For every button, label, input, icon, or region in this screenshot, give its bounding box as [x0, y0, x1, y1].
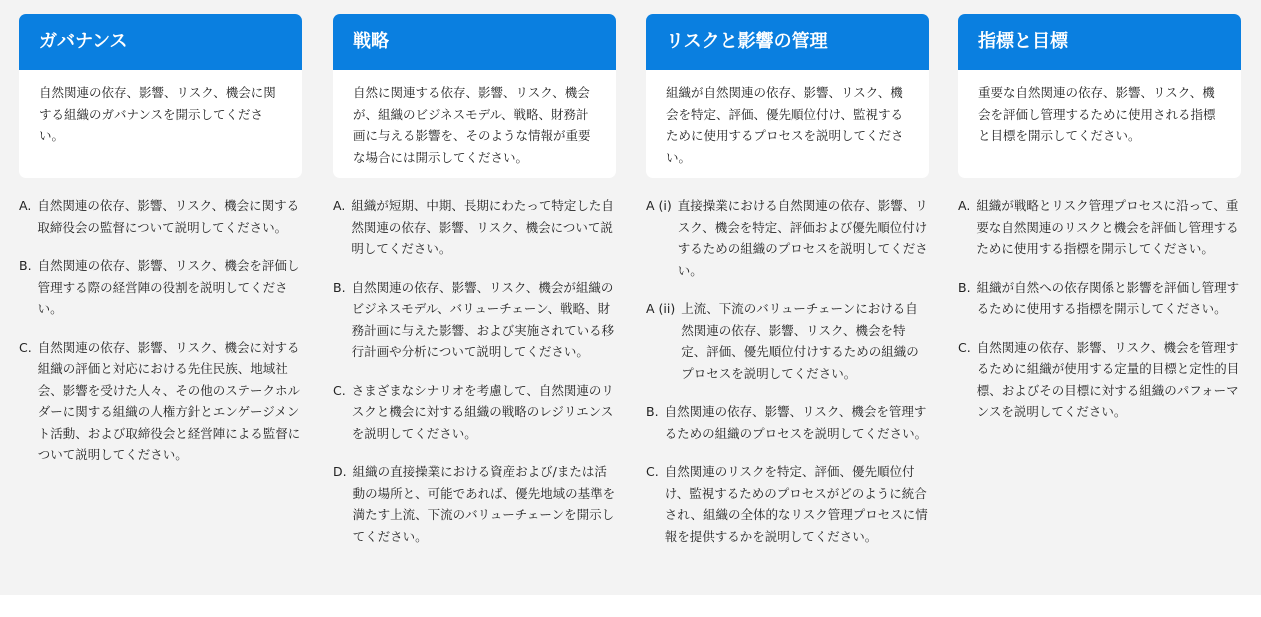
item-text: 自然関連の依存、影響、リスク、機会を管理するために組織が使用する定量的目標と定性的目標、およびその目標に対する組織のパフォーマンスを説明してください。 — [976, 339, 1240, 419]
item-marker: A. — [333, 198, 346, 213]
item-text: 上流、下流のバリューチェーンにおける自然関連の依存、影響、リスク、機会を特定、評価、優先順位付けするための組織のプロセスを説明してください。 — [681, 301, 919, 381]
item-text: 自然関連の依存、影響、リスク、機会を評価し管理する際の経営陣の役割を説明してください。 — [37, 258, 300, 316]
item-text: 自然関連の依存、影響、リスク、機会に対する組織の評価と対応における先住民族、地域社会、影響を受けた人々、その他のステークホルダーに関する組織の人権方針とエンゲージメント活動、および取締役会と経営陣による監督について説明してください。 — [37, 339, 301, 462]
column-title: ガバナンス — [19, 14, 302, 70]
column-metrics-targets — [958, 14, 1241, 440]
column-strategy — [333, 14, 616, 564]
column-description: 自然に関連する依存、影響、リスク、機会が、組織のビジネスモデル、戦略、財務計画に与える影響を、そのような情報が重要な場合には開示してください。 — [353, 85, 591, 165]
item-marker: B. — [646, 404, 659, 419]
column-title: 指標と目標 — [958, 14, 1241, 70]
list-item — [646, 195, 929, 281]
item-marker: A (i) — [646, 198, 672, 213]
item-marker: C. — [19, 339, 32, 355]
item-text: 自然関連の依存、影響、リスク、機会に関する取締役会の監督について説明してください。 — [37, 198, 300, 235]
item-text: 自然関連のリスクを特定、評価、優先順位付け、監視するためのプロセスがどのように統合され、組織の全体的なリスク管理プロセスに情報を提供するかを説明してください。 — [664, 464, 928, 544]
list-item — [333, 195, 616, 260]
column-card — [333, 14, 616, 178]
item-text: 組織が短期、中期、長期にわたって特定した自然関連の依存、影響、リスク、機会について説明してください。 — [351, 198, 614, 256]
column-card — [646, 14, 929, 178]
list-item — [19, 195, 302, 238]
list-item — [646, 461, 929, 547]
item-text: 直接操業における自然関連の依存、影響、リスク、機会を特定、評価および優先順位付けするための組織のプロセスを説明してください。 — [677, 198, 928, 278]
item-list — [646, 195, 929, 547]
item-list — [19, 195, 302, 466]
item-text: 組織の直接操業における資産および/または活動の場所と、可能であれば、優先地域の基準を満たす上流、下流のバリューチェーンを開示してください。 — [352, 464, 616, 544]
column-card — [958, 14, 1241, 178]
item-marker: B. — [19, 258, 32, 273]
list-item — [19, 337, 302, 466]
item-marker: A (ii) — [646, 301, 676, 316]
item-marker: C. — [958, 339, 971, 355]
column-title: リスクと影響の管理 — [646, 14, 929, 70]
item-list — [333, 195, 616, 547]
list-item — [333, 277, 616, 363]
item-list — [958, 195, 1241, 423]
column-title: 戦略 — [333, 14, 616, 70]
column-governance — [19, 14, 302, 483]
list-item — [646, 298, 929, 384]
list-item — [333, 461, 616, 547]
item-text: 組織が戦略とリスク管理プロセスに沿って、重要な自然関連のリスクと機会を評価し管理するために使用する指標を開示してください。 — [976, 198, 1239, 256]
list-item — [333, 380, 616, 445]
item-marker: A. — [958, 198, 971, 213]
list-item — [958, 195, 1241, 260]
item-marker: C. — [333, 382, 346, 398]
list-item — [958, 277, 1241, 320]
item-text: 組織が自然への依存関係と影響を評価し管理するために使用する指標を開示してください。 — [976, 279, 1240, 316]
item-marker: A. — [19, 198, 32, 213]
list-item — [958, 337, 1241, 423]
column-description: 組織が自然関連の依存、影響、リスク、機会を特定、評価、優先順位付け、監視するために使用するプロセスを説明してください。 — [666, 85, 904, 165]
item-marker: C. — [646, 464, 659, 479]
column-card — [19, 14, 302, 178]
column-description: 自然関連の依存、影響、リスク、機会に関する組織のガバナンスを開示してください。 — [39, 85, 276, 143]
item-marker: B. — [958, 279, 971, 295]
column-risk-impact-management — [646, 14, 929, 564]
item-marker: B. — [333, 279, 346, 295]
item-text: 自然関連の依存、影響、リスク、機会が組織のビジネスモデル、バリューチェーン、戦略、財務計画に与えた影響、および実施されている移行計画や分析について説明してください。 — [351, 279, 615, 359]
list-item — [19, 255, 302, 320]
column-description: 重要な自然関連の依存、影響、リスク、機会を評価し管理するために使用される指標と目標を開示してください。 — [978, 85, 1216, 143]
item-marker: D. — [333, 464, 347, 479]
item-text: 自然関連の依存、影響、リスク、機会を管理するための組織のプロセスを説明してください。 — [664, 404, 928, 441]
list-item — [646, 401, 929, 444]
item-text: さまざまなシナリオを考慮して、自然関連のリスクと機会に対する組織の戦略のレジリエンスを説明してください。 — [351, 382, 614, 441]
